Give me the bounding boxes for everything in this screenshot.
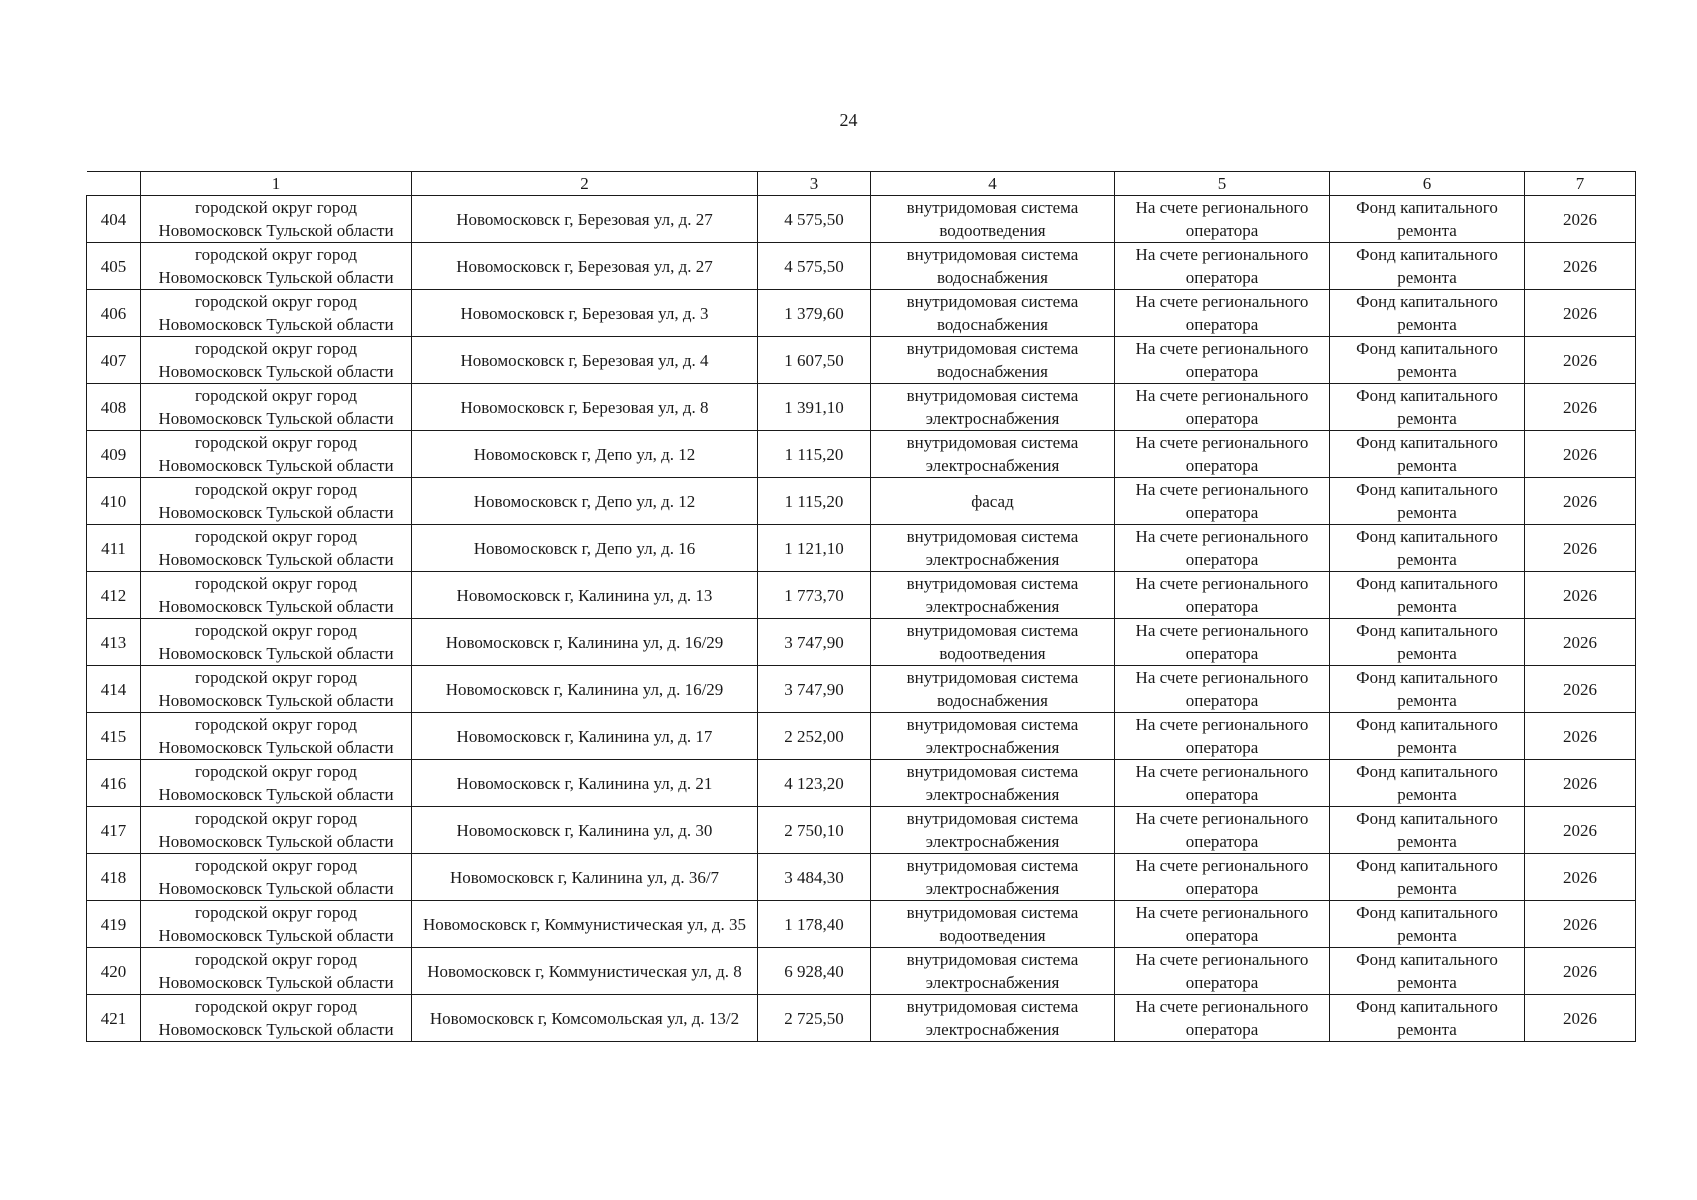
- year-cell: 2026: [1525, 525, 1636, 572]
- municipality-cell: городской округ город Новомосковск Тульской области: [141, 384, 412, 431]
- address-cell: Новомосковск г, Березовая ул, д. 27: [412, 243, 758, 290]
- funding-source-cell: Фонд капитального ремонта: [1330, 807, 1525, 854]
- account-cell: На счете регионального оператора: [1115, 666, 1330, 713]
- year-cell: 2026: [1525, 337, 1636, 384]
- year-cell: 2026: [1525, 384, 1636, 431]
- work-type-cell: внутридомовая система электроснабжения: [871, 572, 1115, 619]
- funding-source-cell: Фонд капитального ремонта: [1330, 337, 1525, 384]
- work-type-cell: внутридомовая система электроснабжения: [871, 854, 1115, 901]
- table-row: [87, 760, 1636, 807]
- work-type-cell: внутридомовая система электроснабжения: [871, 807, 1115, 854]
- area-cell: 4 575,50: [758, 196, 871, 243]
- column-number-cell: 6: [1330, 172, 1525, 196]
- account-cell: На счете регионального оператора: [1115, 196, 1330, 243]
- year-cell: 2026: [1525, 901, 1636, 948]
- account-cell: На счете регионального оператора: [1115, 619, 1330, 666]
- column-number-cell: [87, 172, 141, 196]
- municipality-cell: городской округ город Новомосковск Тульской области: [141, 713, 412, 760]
- funding-source-cell: Фонд капитального ремонта: [1330, 995, 1525, 1042]
- area-cell: 2 252,00: [758, 713, 871, 760]
- table-row: [87, 337, 1636, 384]
- funding-source-cell: Фонд капитального ремонта: [1330, 290, 1525, 337]
- funding-source-cell: Фонд капитального ремонта: [1330, 431, 1525, 478]
- row-number-cell: 411: [87, 525, 141, 572]
- column-number-cell: 7: [1525, 172, 1636, 196]
- address-cell: Новомосковск г, Коммунистическая ул, д. 35: [412, 901, 758, 948]
- funding-source-cell: Фонд капитального ремонта: [1330, 619, 1525, 666]
- row-number-cell: 409: [87, 431, 141, 478]
- work-type-cell: внутридомовая система электроснабжения: [871, 948, 1115, 995]
- area-cell: 1 178,40: [758, 901, 871, 948]
- row-number-cell: 404: [87, 196, 141, 243]
- work-type-cell: внутридомовая система водоснабжения: [871, 666, 1115, 713]
- column-number-cell: 4: [871, 172, 1115, 196]
- address-cell: Новомосковск г, Калинина ул, д. 36/7: [412, 854, 758, 901]
- address-cell: Новомосковск г, Березовая ул, д. 3: [412, 290, 758, 337]
- account-cell: На счете регионального оператора: [1115, 760, 1330, 807]
- funding-source-cell: Фонд капитального ремонта: [1330, 384, 1525, 431]
- column-number-row: [87, 172, 1636, 196]
- municipality-cell: городской округ город Новомосковск Тульской области: [141, 478, 412, 525]
- table-row: [87, 431, 1636, 478]
- area-cell: 3 747,90: [758, 666, 871, 713]
- address-cell: Новомосковск г, Коммунистическая ул, д. 8: [412, 948, 758, 995]
- table-row: [87, 572, 1636, 619]
- funding-source-cell: Фонд капитального ремонта: [1330, 760, 1525, 807]
- municipality-cell: городской округ город Новомосковск Тульской области: [141, 995, 412, 1042]
- year-cell: 2026: [1525, 196, 1636, 243]
- work-type-cell: внутридомовая система электроснабжения: [871, 431, 1115, 478]
- area-cell: 1 607,50: [758, 337, 871, 384]
- year-cell: 2026: [1525, 948, 1636, 995]
- municipality-cell: городской округ город Новомосковск Тульской области: [141, 948, 412, 995]
- table-row: [87, 995, 1636, 1042]
- municipality-cell: городской округ город Новомосковск Тульской области: [141, 807, 412, 854]
- area-cell: 4 123,20: [758, 760, 871, 807]
- address-cell: Новомосковск г, Калинина ул, д. 16/29: [412, 619, 758, 666]
- table-row: [87, 619, 1636, 666]
- year-cell: 2026: [1525, 854, 1636, 901]
- address-cell: Новомосковск г, Депо ул, д. 12: [412, 431, 758, 478]
- area-cell: 1 391,10: [758, 384, 871, 431]
- table-row: [87, 901, 1636, 948]
- year-cell: 2026: [1525, 572, 1636, 619]
- municipality-cell: городской округ город Новомосковск Тульской области: [141, 431, 412, 478]
- table-row: [87, 196, 1636, 243]
- funding-source-cell: Фонд капитального ремонта: [1330, 525, 1525, 572]
- work-type-cell: внутридомовая система электроснабжения: [871, 713, 1115, 760]
- account-cell: На счете регионального оператора: [1115, 948, 1330, 995]
- funding-source-cell: Фонд капитального ремонта: [1330, 478, 1525, 525]
- address-cell: Новомосковск г, Березовая ул, д. 4: [412, 337, 758, 384]
- municipality-cell: городской округ город Новомосковск Тульской области: [141, 337, 412, 384]
- work-type-cell: внутридомовая система электроснабжения: [871, 760, 1115, 807]
- funding-source-cell: Фонд капитального ремонта: [1330, 713, 1525, 760]
- row-number-cell: 415: [87, 713, 141, 760]
- work-type-cell: внутридомовая система электроснабжения: [871, 525, 1115, 572]
- account-cell: На счете регионального оператора: [1115, 431, 1330, 478]
- table-row: [87, 478, 1636, 525]
- table-row: [87, 948, 1636, 995]
- address-cell: Новомосковск г, Калинина ул, д. 16/29: [412, 666, 758, 713]
- municipality-cell: городской округ город Новомосковск Тульской области: [141, 760, 412, 807]
- row-number-cell: 420: [87, 948, 141, 995]
- funding-source-cell: Фонд капитального ремонта: [1330, 948, 1525, 995]
- municipality-cell: городской округ город Новомосковск Тульской области: [141, 290, 412, 337]
- row-number-cell: 407: [87, 337, 141, 384]
- account-cell: На счете регионального оператора: [1115, 290, 1330, 337]
- municipality-cell: городской округ город Новомосковск Тульской области: [141, 572, 412, 619]
- row-number-cell: 406: [87, 290, 141, 337]
- work-type-cell: фасад: [871, 478, 1115, 525]
- area-cell: 1 115,20: [758, 478, 871, 525]
- municipality-cell: городской округ город Новомосковск Тульской области: [141, 196, 412, 243]
- account-cell: На счете регионального оператора: [1115, 384, 1330, 431]
- area-cell: 1 115,20: [758, 431, 871, 478]
- year-cell: 2026: [1525, 431, 1636, 478]
- year-cell: 2026: [1525, 243, 1636, 290]
- page-number: 24: [839, 110, 858, 130]
- table-row: [87, 713, 1636, 760]
- year-cell: 2026: [1525, 760, 1636, 807]
- account-cell: На счете регионального оператора: [1115, 713, 1330, 760]
- municipality-cell: городской округ город Новомосковск Тульской области: [141, 901, 412, 948]
- table-row: [87, 243, 1636, 290]
- account-cell: На счете регионального оператора: [1115, 807, 1330, 854]
- work-type-cell: внутридомовая система электроснабжения: [871, 384, 1115, 431]
- address-cell: Новомосковск г, Калинина ул, д. 13: [412, 572, 758, 619]
- row-number-cell: 414: [87, 666, 141, 713]
- work-type-cell: внутридомовая система водоснабжения: [871, 337, 1115, 384]
- table-row: [87, 525, 1636, 572]
- year-cell: 2026: [1525, 807, 1636, 854]
- account-cell: На счете регионального оператора: [1115, 525, 1330, 572]
- row-number-cell: 417: [87, 807, 141, 854]
- year-cell: 2026: [1525, 619, 1636, 666]
- row-number-cell: 410: [87, 478, 141, 525]
- area-cell: 3 484,30: [758, 854, 871, 901]
- work-type-cell: внутридомовая система водоотведения: [871, 196, 1115, 243]
- row-number-cell: 419: [87, 901, 141, 948]
- year-cell: 2026: [1525, 713, 1636, 760]
- row-number-cell: 421: [87, 995, 141, 1042]
- year-cell: 2026: [1525, 995, 1636, 1042]
- funding-source-cell: Фонд капитального ремонта: [1330, 854, 1525, 901]
- municipality-cell: городской округ город Новомосковск Тульской области: [141, 666, 412, 713]
- area-cell: 3 747,90: [758, 619, 871, 666]
- work-type-cell: внутридомовая система водоотведения: [871, 619, 1115, 666]
- area-cell: 4 575,50: [758, 243, 871, 290]
- table-row: [87, 290, 1636, 337]
- funding-source-cell: Фонд капитального ремонта: [1330, 243, 1525, 290]
- area-cell: 1 773,70: [758, 572, 871, 619]
- account-cell: На счете регионального оператора: [1115, 478, 1330, 525]
- row-number-cell: 408: [87, 384, 141, 431]
- year-cell: 2026: [1525, 666, 1636, 713]
- year-cell: 2026: [1525, 290, 1636, 337]
- column-number-cell: 1: [141, 172, 412, 196]
- work-type-cell: внутридомовая система водоснабжения: [871, 243, 1115, 290]
- table-row: [87, 384, 1636, 431]
- column-number-cell: 5: [1115, 172, 1330, 196]
- municipality-cell: городской округ город Новомосковск Тульской области: [141, 854, 412, 901]
- address-cell: Новомосковск г, Депо ул, д. 12: [412, 478, 758, 525]
- table-body: [87, 172, 1636, 1042]
- table-row: [87, 854, 1636, 901]
- account-cell: На счете регионального оператора: [1115, 901, 1330, 948]
- capital-repair-table: [86, 171, 1636, 1042]
- account-cell: На счете регионального оператора: [1115, 995, 1330, 1042]
- column-number-cell: 2: [412, 172, 758, 196]
- table-row: [87, 666, 1636, 713]
- area-cell: 2 750,10: [758, 807, 871, 854]
- row-number-cell: 416: [87, 760, 141, 807]
- row-number-cell: 413: [87, 619, 141, 666]
- row-number-cell: 412: [87, 572, 141, 619]
- address-cell: Новомосковск г, Березовая ул, д. 27: [412, 196, 758, 243]
- funding-source-cell: Фонд капитального ремонта: [1330, 901, 1525, 948]
- funding-source-cell: Фонд капитального ремонта: [1330, 666, 1525, 713]
- area-cell: 6 928,40: [758, 948, 871, 995]
- municipality-cell: городской округ город Новомосковск Тульской области: [141, 525, 412, 572]
- address-cell: Новомосковск г, Березовая ул, д. 8: [412, 384, 758, 431]
- year-cell: 2026: [1525, 478, 1636, 525]
- table-row: [87, 807, 1636, 854]
- address-cell: Новомосковск г, Калинина ул, д. 30: [412, 807, 758, 854]
- work-type-cell: внутридомовая система водоотведения: [871, 901, 1115, 948]
- account-cell: На счете регионального оператора: [1115, 572, 1330, 619]
- municipality-cell: городской округ город Новомосковск Тульской области: [141, 243, 412, 290]
- address-cell: Новомосковск г, Калинина ул, д. 17: [412, 713, 758, 760]
- row-number-cell: 418: [87, 854, 141, 901]
- address-cell: Новомосковск г, Депо ул, д. 16: [412, 525, 758, 572]
- account-cell: На счете регионального оператора: [1115, 243, 1330, 290]
- area-cell: 1 379,60: [758, 290, 871, 337]
- municipality-cell: городской округ город Новомосковск Тульской области: [141, 619, 412, 666]
- area-cell: 1 121,10: [758, 525, 871, 572]
- column-number-cell: 3: [758, 172, 871, 196]
- address-cell: Новомосковск г, Калинина ул, д. 21: [412, 760, 758, 807]
- work-type-cell: внутридомовая система водоснабжения: [871, 290, 1115, 337]
- funding-source-cell: Фонд капитального ремонта: [1330, 196, 1525, 243]
- area-cell: 2 725,50: [758, 995, 871, 1042]
- address-cell: Новомосковск г, Комсомольская ул, д. 13/2: [412, 995, 758, 1042]
- funding-source-cell: Фонд капитального ремонта: [1330, 572, 1525, 619]
- work-type-cell: внутридомовая система электроснабжения: [871, 995, 1115, 1042]
- account-cell: На счете регионального оператора: [1115, 854, 1330, 901]
- account-cell: На счете регионального оператора: [1115, 337, 1330, 384]
- row-number-cell: 405: [87, 243, 141, 290]
